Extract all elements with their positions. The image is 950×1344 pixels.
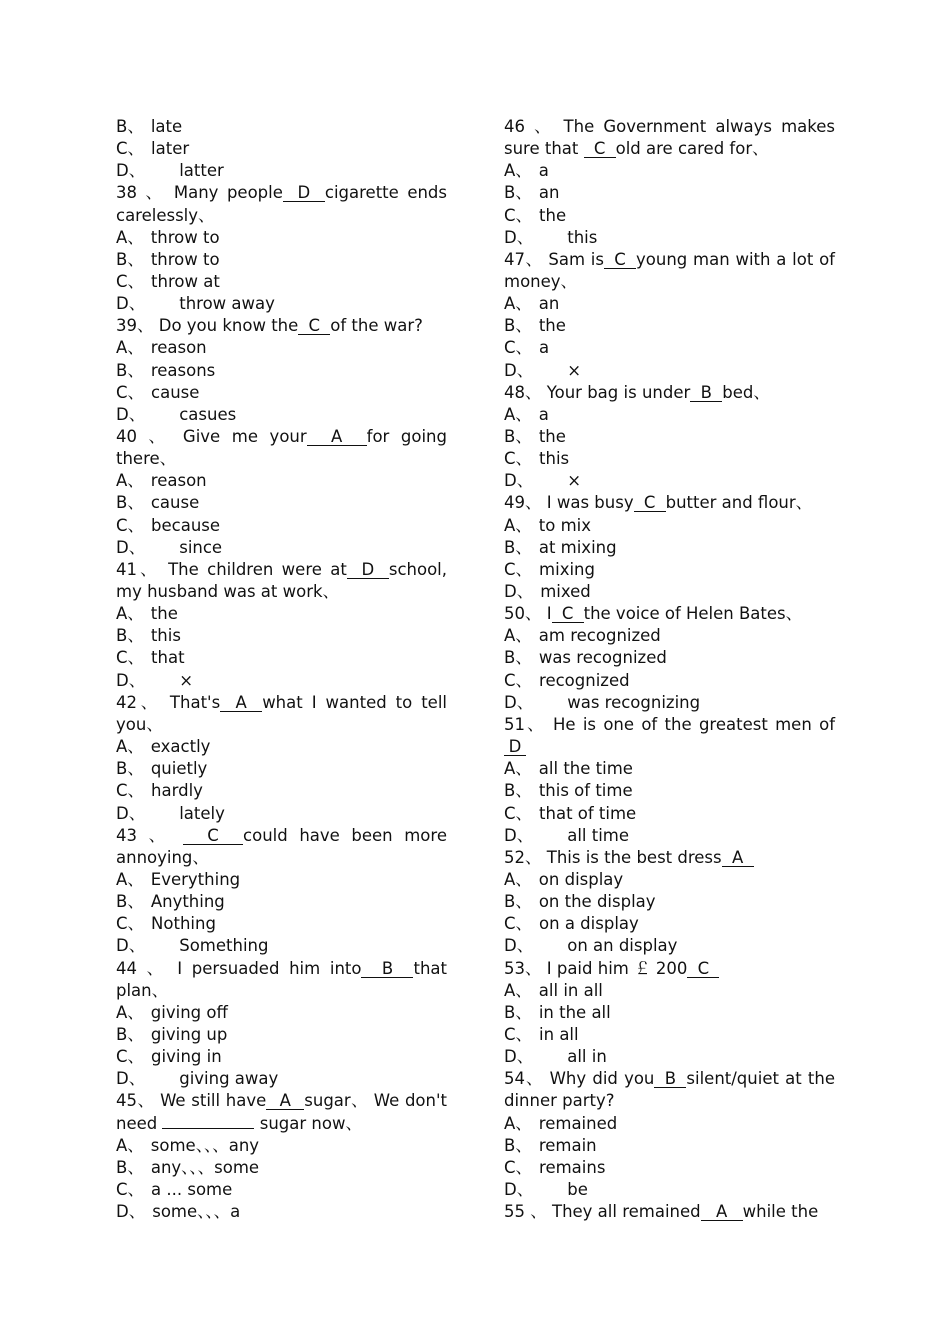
option-letter: C、: [504, 803, 533, 823]
option-text: Something: [179, 936, 269, 956]
answer-option: [116, 492, 447, 514]
answer-option: [116, 138, 447, 160]
option-letter: B、: [504, 537, 532, 557]
answer-option: [116, 515, 447, 537]
answer-option: [116, 891, 447, 913]
question-text: 48、 Your bag is under: [504, 382, 691, 402]
question-stem: [116, 426, 447, 470]
option-text: because: [151, 515, 221, 535]
option-letter: D、: [116, 161, 146, 181]
option-text: hardly: [151, 781, 203, 801]
option-letter: B、: [504, 316, 532, 336]
option-text: this: [150, 626, 181, 646]
answer-option: [116, 935, 447, 957]
answer-option: [116, 360, 447, 382]
question-text: 52、 This is the best dress: [504, 847, 722, 867]
answer-option: [504, 913, 835, 935]
option-letter: B、: [116, 1024, 144, 1044]
option-letter: B、: [116, 117, 144, 136]
option-text: any、、、some: [150, 1157, 260, 1177]
answer-option: [116, 116, 447, 138]
option-letter: D、: [504, 1179, 534, 1199]
question-stem: [116, 692, 447, 736]
option-letter: B、: [504, 648, 532, 668]
filled-answer: C: [183, 827, 243, 845]
option-text: giving in: [151, 1047, 222, 1067]
option-letter: C、: [116, 1047, 145, 1067]
option-letter: D、: [504, 471, 534, 491]
answer-option: [504, 315, 835, 337]
option-text: this: [539, 449, 570, 469]
option-text: late: [150, 117, 183, 136]
question-text: while the: [742, 1202, 819, 1222]
option-text: remained: [538, 1113, 618, 1133]
question-stem: [504, 249, 835, 293]
option-text: mixing: [539, 559, 595, 579]
option-text: cause: [151, 382, 200, 402]
question-stem: [504, 116, 835, 160]
filled-answer: D: [347, 561, 389, 579]
answer-option: [116, 647, 447, 669]
filled-answer: C: [552, 605, 584, 623]
option-letter: C、: [504, 205, 533, 225]
fill-blank: [162, 1113, 254, 1129]
answer-option: [116, 1157, 447, 1179]
option-text: later: [151, 139, 190, 159]
filled-answer: B: [690, 384, 722, 402]
option-letter: C、: [504, 670, 533, 690]
option-text: throw to: [150, 227, 220, 247]
option-text: in the all: [538, 1002, 611, 1022]
option-letter: D、: [504, 692, 534, 712]
filled-answer: C: [298, 317, 330, 335]
answer-option: [504, 581, 835, 603]
option-letter: D、: [504, 582, 534, 602]
option-text: since: [179, 537, 223, 557]
question-text: for going there、: [116, 427, 447, 469]
answer-option: [504, 891, 835, 913]
option-letter: A、: [504, 626, 532, 646]
option-letter: B、: [504, 1002, 532, 1022]
question-text: 49、 I was busy: [504, 493, 634, 513]
option-letter: C、: [116, 648, 145, 668]
answer-option: [504, 1046, 835, 1068]
option-text: ×: [567, 360, 582, 380]
option-text: on the display: [538, 892, 656, 912]
option-letter: D、: [116, 1202, 146, 1222]
question-text: could have been more annoying、: [116, 825, 447, 867]
filled-answer: D: [504, 738, 526, 756]
answer-option: [504, 182, 835, 204]
option-text: Everything: [150, 869, 241, 889]
answer-option: [116, 1179, 447, 1201]
question-text: 53、 I paid him ￡ 200: [504, 958, 688, 978]
question-text: 50、 I: [504, 604, 552, 624]
option-text: mixed: [540, 582, 591, 602]
answer-option: [116, 1024, 447, 1046]
option-text: reason: [150, 338, 207, 358]
question-stem: [116, 559, 447, 603]
option-text: ×: [179, 670, 194, 690]
question-text: 44 、 I persuaded him into: [116, 958, 362, 978]
option-letter: B、: [504, 892, 532, 912]
option-text: a: [539, 338, 550, 358]
question-text: butter and flour、: [665, 493, 813, 513]
option-text: some、、、any: [150, 1135, 260, 1155]
option-text: giving away: [179, 1069, 279, 1089]
answer-option: [116, 670, 447, 692]
answer-option: [116, 1068, 447, 1090]
answer-option: [504, 1024, 835, 1046]
option-letter: C、: [116, 515, 145, 535]
question-stem: [504, 603, 835, 625]
answer-option: [116, 271, 447, 293]
answer-option: [116, 293, 447, 315]
question-stem: [116, 182, 447, 226]
question-text: 42、 That's: [116, 692, 221, 712]
option-text: reasons: [150, 360, 216, 380]
answer-option: [116, 1046, 447, 1068]
option-letter: A、: [116, 737, 144, 757]
question-text: old are cared for、: [615, 139, 769, 159]
answer-option: [504, 625, 835, 647]
option-letter: C、: [504, 914, 533, 934]
option-letter: A、: [116, 1002, 144, 1022]
answer-option: [504, 360, 835, 382]
answer-option: [504, 205, 835, 227]
answer-option: [504, 670, 835, 692]
option-text: all the time: [538, 759, 633, 779]
option-letter: B、: [116, 1157, 144, 1177]
answer-option: [504, 470, 835, 492]
answer-option: [116, 780, 447, 802]
answer-option: [116, 736, 447, 758]
answer-option: [116, 470, 447, 492]
option-letter: C、: [116, 272, 145, 292]
option-letter: C、: [116, 382, 145, 402]
answer-option: [116, 382, 447, 404]
option-text: throw to: [150, 249, 220, 269]
answer-option: [116, 869, 447, 891]
answer-option: [116, 1135, 447, 1157]
question-text: 38 、 Many people: [116, 183, 283, 203]
option-letter: C、: [116, 781, 145, 801]
option-letter: D、: [504, 360, 534, 380]
option-letter: A、: [504, 869, 532, 889]
option-letter: B、: [504, 427, 532, 447]
option-letter: C、: [504, 338, 533, 358]
option-letter: C、: [504, 449, 533, 469]
answer-option: [504, 515, 835, 537]
answer-option: [504, 1113, 835, 1135]
option-text: at mixing: [538, 537, 617, 557]
question-stem: [116, 825, 447, 869]
answer-option: [504, 448, 835, 470]
option-letter: B、: [504, 183, 532, 203]
option-letter: B、: [116, 626, 144, 646]
option-text: on an display: [567, 936, 678, 956]
question-text: cigarette ends carelessly、: [116, 183, 448, 225]
option-text: a ... some: [151, 1179, 233, 1199]
option-letter: C、: [116, 139, 145, 159]
option-letter: D、: [116, 537, 146, 557]
option-letter: A、: [504, 980, 532, 1000]
option-letter: D、: [116, 1069, 146, 1089]
option-text: be: [567, 1179, 588, 1199]
option-letter: B、: [504, 781, 532, 801]
question-stem: [116, 315, 447, 337]
answer-option: [116, 160, 447, 182]
question-text: the voice of Helen Bates、: [583, 604, 803, 624]
option-text: this: [567, 227, 598, 247]
answer-option: [504, 980, 835, 1002]
filled-answer: D: [283, 184, 325, 202]
option-text: some、、、a: [152, 1202, 241, 1222]
filled-answer: A: [701, 1203, 743, 1221]
option-text: giving up: [150, 1024, 228, 1044]
option-letter: D、: [116, 936, 146, 956]
option-letter: B、: [116, 892, 144, 912]
option-letter: D、: [116, 294, 146, 314]
option-text: throw at: [151, 272, 220, 292]
option-letter: C、: [504, 1157, 533, 1177]
option-text: a: [538, 404, 549, 424]
filled-answer: C: [687, 960, 719, 978]
answer-option: [116, 404, 447, 426]
option-text: am recognized: [538, 626, 661, 646]
answer-option: [116, 603, 447, 625]
option-text: that: [151, 648, 185, 668]
option-text: the: [150, 604, 178, 624]
question-text: 39、 Do you know the: [116, 316, 299, 336]
option-letter: D、: [504, 227, 534, 247]
filled-answer: B: [654, 1070, 686, 1088]
question-stem: [504, 1201, 835, 1223]
question-text: 40 、 Give me your: [116, 427, 307, 447]
answer-option: [504, 869, 835, 891]
option-text: was recognizing: [567, 692, 701, 712]
option-letter: D、: [504, 1047, 534, 1067]
question-text: 47、 Sam is: [504, 249, 604, 269]
option-text: all time: [567, 825, 630, 845]
question-stem: [504, 714, 835, 758]
option-text: on a display: [539, 914, 639, 934]
option-text: was recognized: [538, 648, 667, 668]
filled-answer: C: [584, 140, 616, 158]
question-text: of the war?: [330, 316, 423, 336]
left-column: [116, 116, 447, 1223]
option-letter: A、: [116, 227, 144, 247]
option-text: reason: [150, 471, 207, 491]
question-text: 55 、 They all remained: [504, 1202, 701, 1222]
answer-option: [504, 293, 835, 315]
option-letter: A、: [116, 338, 144, 358]
filled-answer: C: [634, 494, 666, 512]
question-text: 51、 He is one of the greatest men of: [504, 714, 835, 734]
option-text: a: [538, 161, 549, 181]
answer-option: [504, 825, 835, 847]
answer-option: [116, 227, 447, 249]
option-text: recognized: [539, 670, 630, 690]
filled-answer: A: [307, 428, 367, 446]
filled-answer: C: [604, 251, 636, 269]
answer-option: [504, 337, 835, 359]
option-text: the: [539, 205, 567, 225]
answer-option: [504, 780, 835, 802]
option-letter: A、: [504, 1113, 532, 1133]
answer-option: [116, 913, 447, 935]
option-text: cause: [150, 493, 200, 513]
option-letter: C、: [116, 914, 145, 934]
option-text: all in all: [538, 980, 603, 1000]
option-text: an: [538, 294, 560, 314]
question-text: bed、: [722, 382, 770, 402]
answer-option: [504, 1002, 835, 1024]
option-letter: B、: [116, 759, 144, 779]
answer-option: [504, 404, 835, 426]
option-text: in all: [539, 1024, 579, 1044]
question-stem: [504, 1068, 835, 1112]
question-text: that plan、: [116, 958, 447, 1000]
question-stem: [504, 492, 835, 514]
answer-option: [504, 537, 835, 559]
option-text: casues: [179, 404, 237, 424]
option-letter: A、: [116, 604, 144, 624]
option-letter: D、: [116, 803, 146, 823]
question-text: 41、 The children were at: [116, 559, 347, 579]
option-letter: D、: [504, 825, 534, 845]
option-letter: A、: [116, 869, 144, 889]
option-letter: C、: [504, 559, 533, 579]
answer-option: [504, 758, 835, 780]
filled-answer: B: [361, 960, 413, 978]
option-text: the: [538, 427, 566, 447]
option-letter: D、: [116, 670, 146, 690]
answer-option: [504, 559, 835, 581]
answer-option: [504, 426, 835, 448]
answer-option: [116, 1002, 447, 1024]
answer-option: [504, 1135, 835, 1157]
option-text: throw away: [179, 294, 275, 314]
option-text: latter: [179, 161, 224, 181]
filled-answer: A: [722, 849, 754, 867]
option-letter: B、: [116, 360, 144, 380]
question-text: what I wanted to tell you、: [116, 692, 447, 734]
question-text: sugar now、: [254, 1113, 362, 1133]
option-text: that of time: [539, 803, 637, 823]
option-letter: D、: [116, 404, 146, 424]
option-text: lately: [179, 803, 225, 823]
option-letter: B、: [504, 1135, 532, 1155]
question-stem: [504, 958, 835, 980]
option-text: this of time: [538, 781, 633, 801]
option-letter: A、: [504, 294, 532, 314]
option-text: the: [538, 316, 566, 336]
question-text: sugar、 We don't need: [116, 1091, 447, 1133]
option-text: remain: [538, 1135, 597, 1155]
question-stem: [504, 382, 835, 404]
answer-option: [116, 758, 447, 780]
option-text: an: [538, 183, 560, 203]
answer-option: [504, 160, 835, 182]
option-letter: B、: [116, 249, 144, 269]
answer-option: [116, 537, 447, 559]
question-text: 54、 Why did you: [504, 1069, 655, 1089]
question-text: 45、 We still have: [116, 1091, 267, 1111]
option-text: to mix: [538, 515, 592, 535]
answer-option: [504, 935, 835, 957]
option-text: Nothing: [151, 914, 216, 934]
question-stem: [116, 958, 447, 1002]
option-letter: A、: [116, 471, 144, 491]
option-text: Anything: [150, 892, 225, 912]
option-letter: A、: [116, 1135, 144, 1155]
option-text: on display: [538, 869, 624, 889]
option-text: giving off: [150, 1002, 228, 1022]
question-text: silent/quiet at the dinner party?: [504, 1069, 836, 1111]
answer-option: [504, 803, 835, 825]
question-text: 43 、: [116, 825, 184, 845]
question-stem: [116, 1090, 447, 1134]
answer-option: [116, 803, 447, 825]
question-text: young man with a lot of money、: [504, 249, 835, 292]
answer-option: [116, 337, 447, 359]
answer-option: [116, 625, 447, 647]
option-text: ×: [567, 471, 582, 491]
answer-option: [116, 249, 447, 271]
filled-answer: A: [266, 1092, 304, 1110]
answer-option: [504, 692, 835, 714]
option-text: remains: [539, 1157, 606, 1177]
question-text: 46 、 The Government always makes sure that: [504, 117, 835, 159]
option-letter: D、: [504, 936, 534, 956]
answer-option: [116, 1201, 447, 1223]
answer-option: [504, 647, 835, 669]
answer-option: [504, 1157, 835, 1179]
option-text: exactly: [150, 737, 211, 757]
option-letter: A、: [504, 759, 532, 779]
option-letter: A、: [504, 161, 532, 181]
question-text: school, my husband was at work、: [116, 559, 447, 602]
option-letter: A、: [504, 515, 532, 535]
filled-answer: A: [220, 694, 262, 712]
option-text: quietly: [150, 759, 208, 779]
question-stem: [504, 847, 835, 869]
right-column: [504, 116, 835, 1223]
option-letter: A、: [504, 404, 532, 424]
answer-option: [504, 1179, 835, 1201]
option-letter: C、: [116, 1179, 145, 1199]
option-letter: B、: [116, 493, 144, 513]
answer-option: [504, 227, 835, 249]
option-text: all in: [567, 1047, 607, 1067]
option-letter: C、: [504, 1024, 533, 1044]
